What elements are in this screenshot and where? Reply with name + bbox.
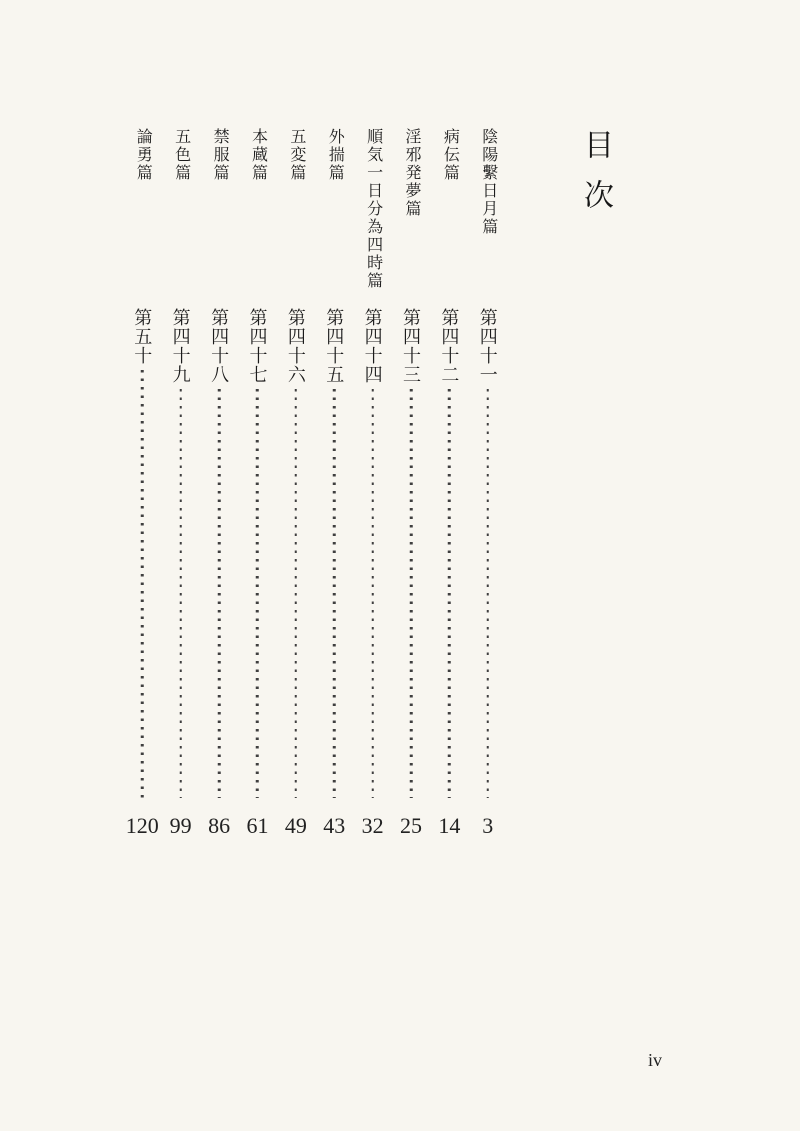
chapter-number: 第五十 — [132, 308, 153, 365]
toc-list — [123, 128, 507, 840]
toc-entry — [277, 128, 315, 840]
dot-leader — [333, 389, 336, 798]
chapter-number: 第四十三 — [401, 308, 422, 384]
folio-page-number: iv — [648, 1050, 663, 1070]
chapter-title: 淫邪発夢篇 — [403, 128, 421, 218]
page-number: 99 — [169, 813, 192, 838]
dot-leader — [295, 389, 298, 798]
chapter-title: 本蔵篇 — [249, 128, 267, 182]
page-number: 120 — [125, 813, 159, 838]
toc-entry — [161, 128, 199, 840]
dot-leader — [141, 370, 144, 798]
toc-entry — [353, 128, 391, 840]
toc-entry — [123, 128, 161, 840]
chapter-title: 外揣篇 — [326, 128, 344, 182]
toc-entry — [430, 128, 468, 840]
dot-leader — [256, 389, 259, 798]
chapter-number: 第四十二 — [439, 308, 460, 384]
page-number: 3 — [482, 813, 494, 838]
page-number: 25 — [400, 813, 423, 838]
page-number: 61 — [246, 813, 269, 838]
page-number: 49 — [284, 813, 307, 838]
toc-entry — [238, 128, 276, 840]
dot-leader — [410, 389, 413, 798]
chapter-number: 第四十六 — [285, 308, 306, 384]
toc-entry — [315, 128, 353, 840]
chapter-title: 陰陽繫日月篇 — [479, 128, 497, 236]
chapter-number: 第四十九 — [170, 308, 191, 384]
chapter-title: 禁服篇 — [211, 128, 229, 182]
toc-entry — [392, 128, 430, 840]
page-title: 目次 — [579, 129, 612, 229]
toc-entry — [469, 128, 507, 840]
page-number: 86 — [208, 813, 231, 838]
chapter-title: 五変篇 — [287, 128, 305, 182]
page-number: 43 — [323, 813, 346, 838]
chapter-number: 第四十七 — [247, 308, 268, 384]
chapter-title: 順気一日分為四時篇 — [364, 128, 382, 290]
toc-entry — [200, 128, 238, 840]
page-number: 32 — [361, 813, 384, 838]
chapter-number: 第四十四 — [362, 308, 383, 384]
chapter-number: 第四十一 — [477, 308, 498, 384]
chapter-title: 病伝篇 — [441, 128, 459, 182]
page-number: 14 — [438, 813, 461, 838]
dot-leader — [218, 389, 221, 798]
dot-leader — [487, 389, 490, 798]
chapter-number: 第四十五 — [324, 308, 345, 384]
chapter-title: 論勇篇 — [134, 128, 152, 182]
dot-leader — [448, 389, 451, 798]
chapter-title: 五色篇 — [172, 128, 190, 182]
dot-leader — [179, 389, 182, 798]
dot-leader — [371, 389, 374, 798]
chapter-number: 第四十八 — [209, 308, 230, 384]
